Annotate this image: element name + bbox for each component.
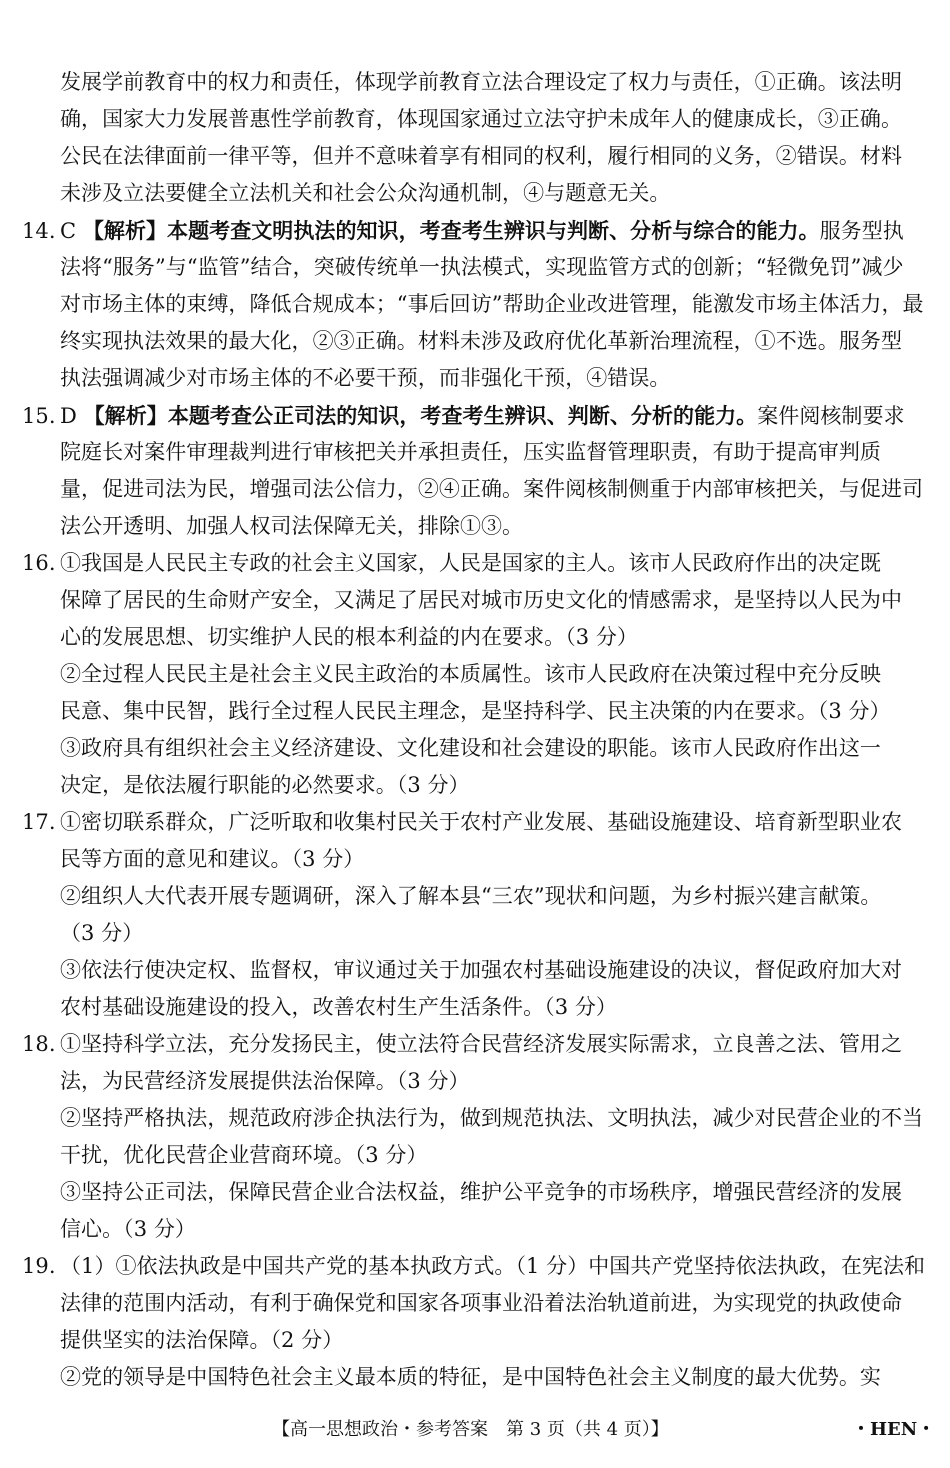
text-line — [22, 1026, 932, 1063]
answer-text: ②党的领导是中国特色社会主义最本质的特征，是中国特色社会主义制度的最大优势。实 — [60, 1365, 881, 1389]
analysis-heading: 【解析】本题考查公正司法的知识，考查考生辨识、判断、分析的能力。 — [83, 403, 758, 428]
answer-text: ③依法行使决定权、监督权，审议通过关于加强农村基础设施建设的决议，督促政府加大对 — [60, 958, 902, 982]
text-line — [22, 1174, 932, 1211]
text-line — [22, 175, 932, 212]
footer-page-info: 【高一思想政治・参考答案 第 3 页（共 4 页）】 — [272, 1419, 669, 1440]
answer-text: ②全过程人民民主是社会主义民主政治的本质属性。该市人民政府在决策过程中充分反映 — [60, 662, 881, 686]
text-line — [22, 1137, 932, 1174]
text-line — [22, 286, 932, 323]
text-line — [22, 1248, 932, 1285]
analysis-heading: 【解析】本题考查文明执法的知识，考查考生辨识与判断、分析与综合的能力。 — [82, 218, 820, 243]
text-line — [22, 508, 932, 545]
answer-text: 法将“服务”与“监管”结合，突破传统单一执法模式，实现监管方式的创新；“轻微免罚”减少 — [60, 255, 904, 279]
answer-text: 保障了居民的生命财产安全，又满足了居民对城市历史文化的情感需求，是坚持以人民为中 — [60, 588, 902, 612]
text-line — [22, 1211, 932, 1248]
answer-text: ①我国是人民民主专政的社会主义国家，人民是国家的主人。该市人民政府作出的决定既 — [60, 551, 881, 575]
answer-text: 发展学前教育中的权力和责任，体现学前教育立法合理设定了权力与责任，①正确。该法明 — [60, 70, 902, 94]
question-number: 15. — [22, 404, 56, 428]
answer-text: ③政府具有组织社会主义经济建设、文化建设和社会建设的职能。该市人民政府作出这一 — [60, 736, 881, 760]
text-line — [22, 323, 932, 360]
answer-text: 服务型执 — [819, 219, 904, 243]
text-line — [22, 619, 932, 656]
answer-text: 确，国家大力发展普惠性学前教育，体现国家通过立法守护未成年人的健康成长，③正确。 — [60, 107, 902, 131]
text-line — [22, 767, 932, 804]
answer-text: 民等方面的意见和建议。（3 分） — [60, 847, 365, 871]
answer-text: 心的发展思想、切实维护人民的根本利益的内在要求。（3 分） — [60, 625, 638, 649]
answer-text: 信心。（3 分） — [60, 1217, 196, 1241]
text-line — [22, 545, 932, 582]
text-line — [22, 101, 932, 138]
question-number: 19. — [22, 1254, 56, 1278]
text-line — [22, 1285, 932, 1322]
text-line — [22, 471, 932, 508]
answer-text: 农村基础设施建设的投入，改善农村生产生活条件。（3 分） — [60, 995, 617, 1019]
answer-text: 公民在法律面前一律平等，但并不意味着享有相同的权利，履行相同的义务，②错误。材料 — [60, 144, 902, 168]
answer-text: （3 分） — [60, 921, 144, 945]
text-line — [22, 434, 932, 471]
answer-text: ②组织人大代表开展专题调研，深入了解本县“三农”现状和问题，为乡村振兴建言献策。 — [60, 884, 882, 908]
text-line — [22, 693, 932, 730]
text-line — [22, 952, 932, 989]
answer-text: ②坚持严格执法，规范政府涉企执法行为，做到规范执法、文明执法，减少对民营企业的不当 — [60, 1106, 924, 1130]
text-line — [22, 1359, 932, 1396]
answer-text: 未涉及立法要健全立法机关和社会公众沟通机制，④与题意无关。 — [60, 181, 671, 205]
text-line — [22, 64, 932, 101]
answer-text: 提供坚实的法治保障。（2 分） — [60, 1328, 344, 1352]
text-line — [22, 989, 932, 1026]
question-number: 18. — [22, 1032, 56, 1056]
answer-text: 干扰，优化民营企业营商环境。（3 分） — [60, 1143, 428, 1167]
text-line — [22, 1322, 932, 1359]
answer-text: 法律的范围内活动，有利于确保党和国家各项事业沿着法治轨道前进，为实现党的执政使命 — [60, 1291, 902, 1315]
answer-text: 终实现执法效果的最大化，②③正确。材料未涉及政府优化革新治理流程，①不选。服务型 — [60, 329, 902, 353]
answer-text: ①坚持科学立法，充分发扬民主，使立法符合民营经济发展实际需求，立良善之法、管用之 — [60, 1032, 902, 1056]
answer-text: 对市场主体的束缚，降低合规成本；“事后回访”帮助企业改进管理，能激发市场主体活力，最 — [60, 292, 924, 316]
text-line — [22, 804, 932, 841]
answer-text: ①密切联系群众，广泛听取和收集村民关于农村产业发展、基础设施建设、培育新型职业农 — [60, 810, 902, 834]
text-line — [22, 582, 932, 619]
text-line — [22, 1063, 932, 1100]
text-line — [22, 730, 932, 767]
text-line — [22, 138, 932, 175]
text-line — [22, 1100, 932, 1137]
question-number: 16. — [22, 551, 56, 575]
answer-text: 执法强调减少对市场主体的不必要干预，而非强化干预，④错误。 — [60, 366, 671, 390]
answer-text: 民意、集中民智，践行全过程人民民主理念，是坚持科学、民主决策的内在要求。（3 分） — [60, 699, 891, 723]
answer-text: 决定，是依法履行职能的必然要求。（3 分） — [60, 773, 470, 797]
answer-text: 量，促进司法为民，增强司法公信力，②④正确。案件阅核制侧重于内部审核把关，与促进司 — [60, 477, 924, 501]
question-number: 17. — [22, 810, 56, 834]
answer-text: 院庭长对案件审理裁判进行审核把关并承担责任，压实监督管理职责，有助于提高审判质 — [60, 440, 881, 464]
answer-text: 案件阅核制要求 — [757, 404, 905, 428]
footer-code: ・HEN・ — [852, 1419, 936, 1440]
text-line — [22, 656, 932, 693]
answer-text: C — [60, 219, 83, 243]
page-footer — [0, 1410, 950, 1450]
text-line — [22, 249, 932, 286]
answer-text: D — [60, 404, 84, 428]
answer-text: 法公开透明、加强人权司法保障无关，排除①③。 — [60, 514, 524, 538]
text-line — [22, 915, 932, 952]
text-line — [22, 397, 932, 434]
answer-text: （1）①依法执政是中国共产党的基本执政方式。（1 分）中国共产党坚持依法执政，在宪法和 — [60, 1254, 926, 1278]
text-line — [22, 360, 932, 397]
answer-text: ③坚持公正司法，保障民营企业合法权益，维护公平竞争的市场秩序，增强民营经济的发展 — [60, 1180, 902, 1204]
answer-text: 法，为民营经济发展提供法治保障。（3 分） — [60, 1069, 470, 1093]
answer-text-body — [22, 64, 932, 1396]
question-number: 14. — [22, 219, 56, 243]
text-line — [22, 212, 932, 249]
text-line — [22, 878, 932, 915]
text-line — [22, 841, 932, 878]
